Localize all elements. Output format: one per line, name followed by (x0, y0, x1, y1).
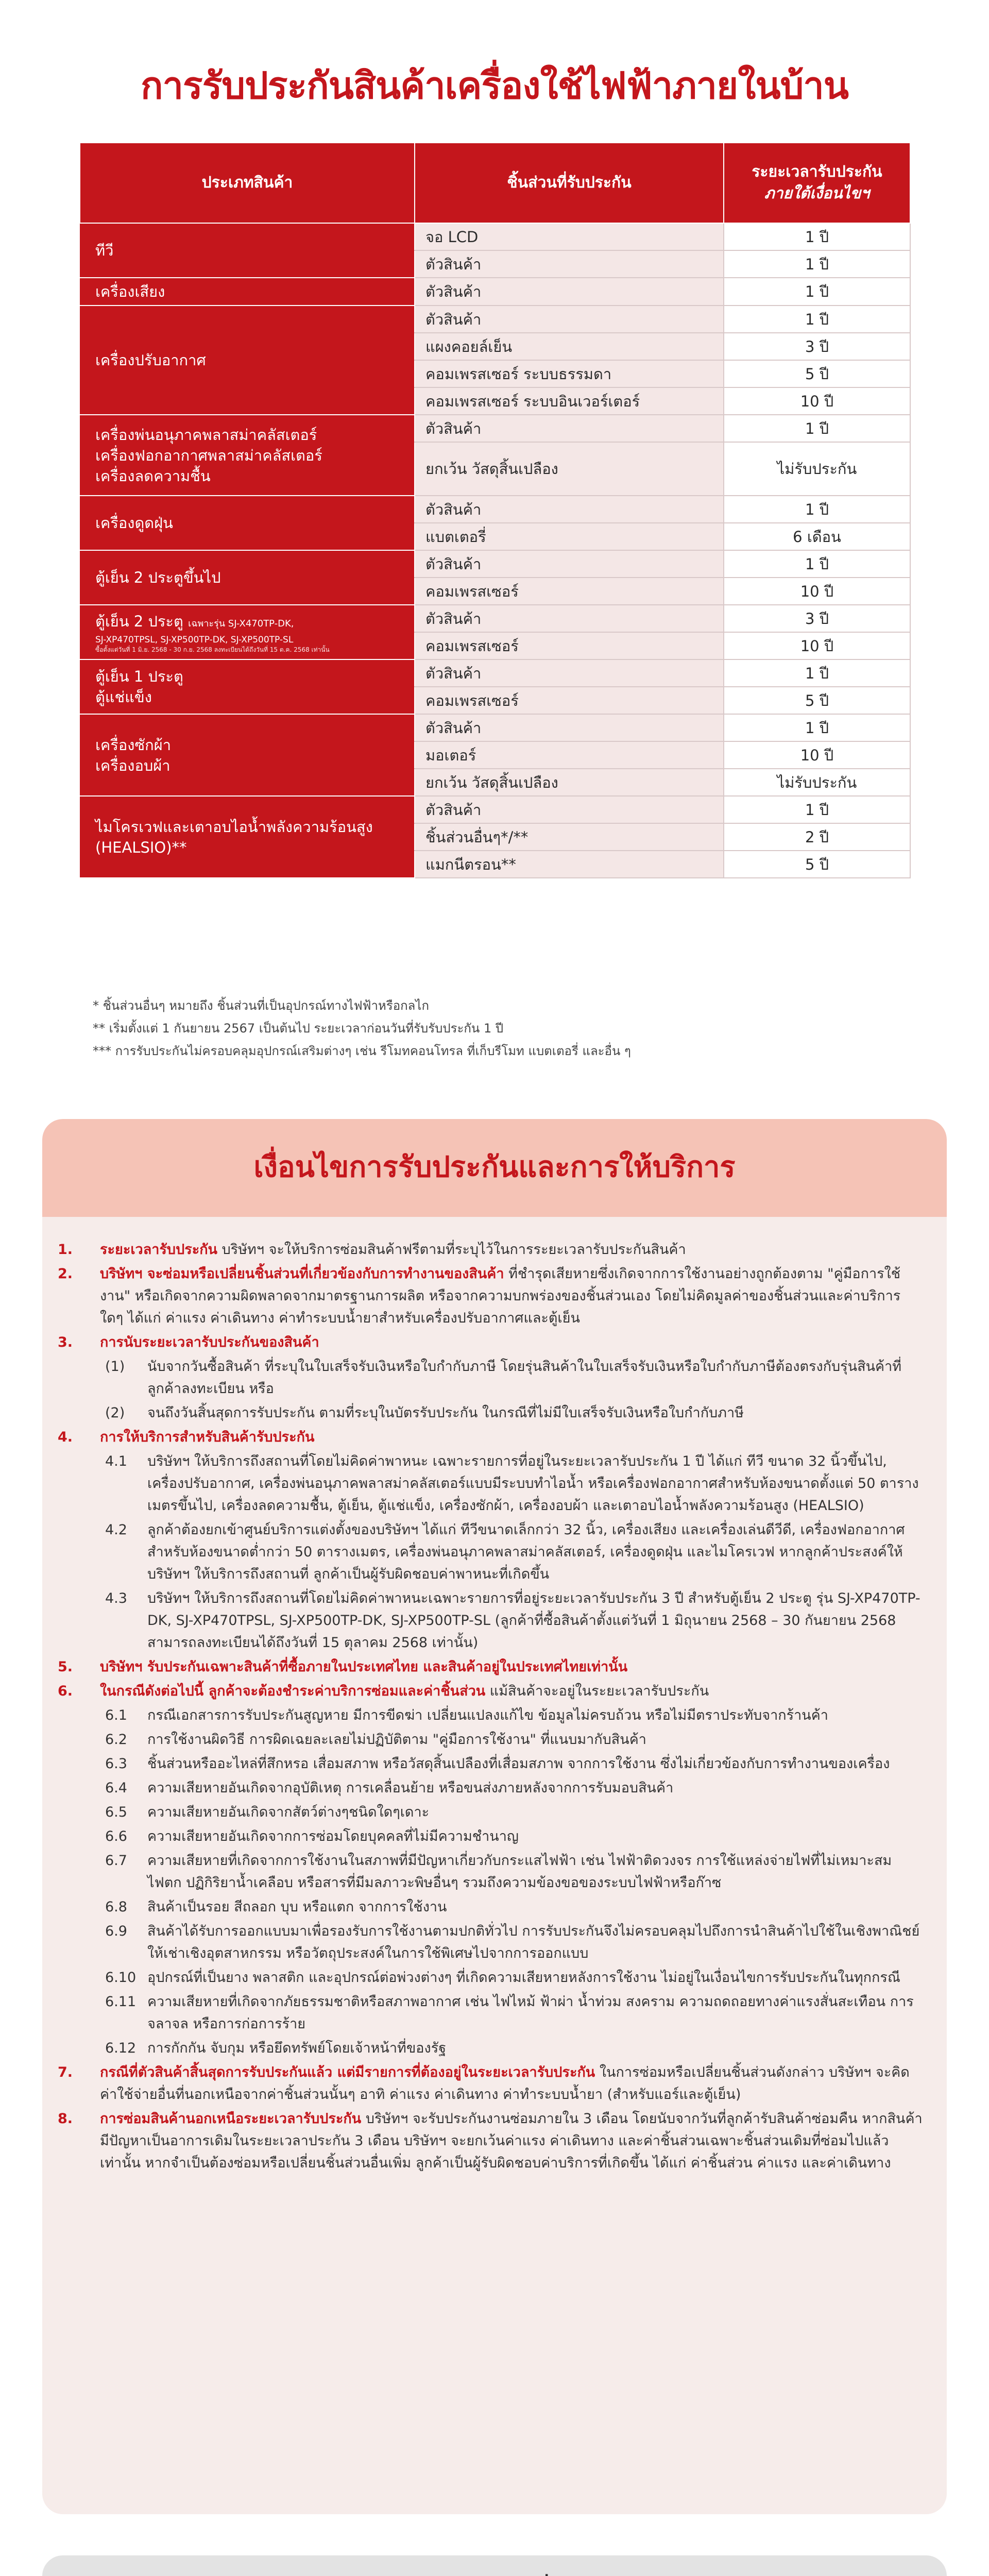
category-cell (80, 659, 415, 714)
category-label-text: เครื่องดูดฝุ่น (95, 514, 173, 532)
condition-text (100, 2061, 923, 2106)
condition-sub-text: ความเสียหายที่เกิดจากการใช้งานในสภาพที่มีปัญหาเกี่ยวกับกระแสไฟฟ้า เช่น ไฟฟ้าติดวงจร การใช้แหล่งจ่ายไฟที่ไม่เหมาะสม ไฟตก ปฏิกิริยาน้ำเคลือบ หรือสารที่มีมลภาวะพิษอื่นๆ รวมถึงความข้องขอของระบบไฟฟ้าหรือก๊าซ (147, 1853, 892, 1891)
condition-number: 5. (58, 1659, 73, 1675)
condition-text (100, 1331, 923, 1353)
condition-sub-text: นับจากวันซื้อสินค้า ที่ระบุในใบเสร็จรับเงินหรือใบกำกับภาษี โดยรุ่นสินค้าในใบเสร็จรับเงินหรือใบกำกับภาษีต้องตรงกับรุ่นสินค้าที่ลูกค้าลงทะเบียน หรือ (147, 1359, 902, 1397)
period-cell: 5 ปี (724, 360, 910, 387)
condition-sub-number: 4.3 (105, 1590, 127, 1606)
condition-body: ที่ชำรุดเสียหายซึ่งเกิดจากการใช้งานอย่างถูกต้องตาม "คู่มือการใช้งาน" หรือเกิดจากความผิดพลาดจากมาตรฐานการผลิต หรือจากความบกพร่องของชิ้นส่วนเอง โดยไม่คิดมูลค่าของชิ้นส่วนและค่าบริการใดๆ ได้แก่ ค่าแรง ค่าเดินทาง ค่าทำระบบน้ำยาสำหรับเครื่องปรับอากาศและตู้เย็น (100, 1266, 901, 1326)
part-cell: ยกเว้น วัสดุสิ้นเปลือง (415, 442, 724, 496)
condition-body: ในการซ่อมหรือเปลี่ยนชิ้นส่วนดังกล่าว บริษัทฯ จะคิดค่าใช้จ่ายอื่นที่นอกเหนือจากค่าชิ้นส่วนนั้นๆ อาทิ ค่าแรง ค่าเดินทาง ค่าทำระบบน้ำยา (สำหรับแอร์และตู้เย็น) (100, 2064, 910, 2103)
condition-sub-item (100, 1587, 923, 1654)
category-label-text: ตู้เย็น 2 ประตู (95, 612, 183, 630)
footnote: * ชิ้นส่วนอื่นๆ หมายถึง ชิ้นส่วนที่เป็นอุปกรณ์ทางไฟฟ้าหรือกลไก (93, 998, 429, 1013)
condition-sub-number: 6.10 (105, 1970, 137, 1986)
part-cell: คอมเพรสเซอร์ (415, 687, 724, 714)
part-cell: ตัวสินค้า (415, 796, 724, 823)
page-title: การรับประกันสินค้าเครื่องใช้ไฟฟ้าภายในบ้าน (141, 64, 848, 107)
period-cell: 3 ปี (724, 605, 910, 632)
condition-sub-item (100, 1728, 923, 1751)
condition-number: 3. (58, 1334, 73, 1350)
category-label (95, 666, 399, 687)
category-cell (80, 796, 415, 878)
condition-sub-number: 6.7 (105, 1853, 127, 1869)
period-cell: 10 ปี (724, 578, 910, 605)
category-label-text: (HEALSIO)** (95, 838, 187, 856)
condition-sub-item (100, 1355, 923, 1400)
condition-sub-number: 4.2 (105, 1522, 127, 1538)
part-cell: ตัวสินค้า (415, 496, 724, 523)
part-cell: แบตเตอรี่ (415, 523, 724, 550)
condition-sub-number: (2) (105, 1405, 125, 1421)
condition-sub-text: ลูกค้าต้องยกเข้าศูนย์บริการแต่งตั้งของบริษัทฯ ได้แก่ ทีวีขนาดเล็กกว่า 32 นิ้ว, เครื่องเสียง และเครื่องเล่นดีวีดี, เครื่องฟอกอากาศ สำหรับห้องขนาดต่ำกว่า 50 ตารางเมตร, เครื่องพ่นอนุภาคพลาสม่าคลัสเตอร์, เครื่องดูดฝุ่น และไมโครเวฟ หากลูกค้าประสงค์ให้บริษัทฯ ให้บริการถึงสถานที่ ลูกค้าเป็นผู้รับผิดชอบค่าพาหนะที่เกิดขึ้น (147, 1522, 905, 1582)
condition-sub-item (100, 2037, 923, 2059)
part-cell: คอมเพรสเซอร์ (415, 632, 724, 659)
category-label (95, 735, 399, 755)
conditions-title: เงื่อนไขการรับประกันและการให้บริการ (253, 1150, 736, 1184)
condition-lead: ในกรณีดังต่อไปนี้ ลูกค้าจะต้องชำระค่าบริการซ่อมและค่าชิ้นส่วน (100, 1683, 486, 1699)
part-cell: ตัวสินค้า (415, 278, 724, 306)
period-cell: 1 ปี (724, 415, 910, 442)
category-label (95, 837, 399, 858)
condition-sub-item (100, 1991, 923, 2035)
period-cell: 3 ปี (724, 333, 910, 360)
period-cell: 1 ปี (724, 714, 910, 741)
table-row (80, 415, 910, 442)
table-row (80, 796, 910, 823)
period-cell: 10 ปี (724, 741, 910, 769)
condition-sub-item (100, 1450, 923, 1517)
condition-text (100, 1656, 923, 1678)
part-cell: ตัวสินค้า (415, 550, 724, 578)
period-cell: 6 เดือน (724, 523, 910, 550)
condition-body: บริษัทฯ จะรับประกันงานซ่อมภายใน 3 เดือน โดยนับจากวันที่ลูกค้ารับสินค้าซ่อมคืน หากสินค้ามีปัญหาเป็นอาการเดิมในระยะเวลาประกัน 3 เดือน บริษัทฯ จะยกเว้นค่าแรง ค่าเดินทาง และค่าชิ้นส่วนเฉพาะชิ้นส่วนเดิมที่ซ่อมไปแล้วเท่านั้น หากจำเป็นต้องซ่อมหรือเปลี่ยนชิ้นส่วนอื่นเพิ่ม ลูกค้าเป็นผู้รับผิดชอบค่าบริการที่เกิดขึ้น ได้แก่ ค่าชิ้นส่วน ค่าแรง และค่าเดินทาง (100, 2111, 923, 2171)
period-cell: 1 ปี (724, 496, 910, 523)
category-label-text: เครื่องปรับอากาศ (95, 351, 206, 369)
condition-item (58, 1426, 923, 1654)
condition-item (58, 1331, 923, 1424)
condition-number: 2. (58, 1266, 73, 1282)
category-label (95, 240, 399, 261)
period-cell: 10 ปี (724, 632, 910, 659)
period-cell: 2 ปี (724, 823, 910, 851)
period-cell: 1 ปี (724, 278, 910, 306)
footnote: ** เริ่มตั้งแต่ 1 กันยายน 2567 เป็นต้นไป ระยะเวลาก่อนวันที่รับรับประกัน 1 ปี (93, 1021, 504, 1036)
condition-body: บริษัทฯ จะให้บริการซ่อมสินค้าฟรีตามที่ระบุไว้ในการระยะเวลารับประกันสินค้า (217, 1242, 686, 1258)
part-cell: มอเตอร์ (415, 741, 724, 769)
category-cell (80, 278, 415, 306)
category-label (95, 425, 399, 445)
condition-sub-text: อุปกรณ์ที่เป็นยาง พลาสติก และอุปกรณ์ต่อพ่วงต่างๆ ที่เกิดความเสียหายหลังการใช้งาน ไม่อยู่ในเงื่อนไขการรับประกันในทุกกรณี (147, 1970, 900, 1986)
table-row (80, 278, 910, 306)
condition-sub-number: 4.1 (105, 1453, 127, 1469)
category-label-text: เครื่องพ่นอนุภาคพลาสม่าคลัสเตอร์ (95, 426, 317, 444)
category-label (95, 350, 399, 370)
condition-sub-number: 6.8 (105, 1899, 127, 1915)
category-cell (80, 550, 415, 605)
part-cell: แมกนีตรอน** (415, 851, 724, 878)
condition-text (100, 2108, 923, 2174)
warranty-table-body (80, 223, 910, 878)
condition-sub-number: 6.4 (105, 1780, 127, 1796)
category-model-list: SJ-XP470TPSL, SJ-XP500TP-DK, SJ-XP500TP-SL (95, 634, 294, 645)
category-label (95, 687, 399, 707)
category-label-text: ทีวี (95, 242, 114, 259)
table-row (80, 306, 910, 333)
condition-sub-text: ความเสียหายอันเกิดจากสัตว์ต่างๆชนิดใดๆเดาะ (147, 1804, 430, 1820)
period-cell: 10 ปี (724, 387, 910, 415)
category-label (95, 611, 399, 634)
category-label-text: ตู้เย็น 2 ประตูขึ้นไป (95, 569, 221, 586)
condition-sub-text: ความเสียหายที่เกิดจากภัยธรรมชาติหรือสภาพอากาศ เช่น ไฟไหม้ ฟ้าผ่า น้ำท่วม สงคราม ความถดถอยทางค่าแรงสั่นสะเทือน การจลาจล หรือการก่อการร้าย (147, 1994, 914, 2032)
table-row (80, 223, 910, 250)
header-period (724, 143, 910, 223)
category-label-text: เครื่องฟอกอากาศพลาสม่าคลัสเตอร์ (95, 446, 322, 464)
condition-sub-number: 6.1 (105, 1707, 127, 1723)
part-cell: ตัวสินค้า (415, 250, 724, 278)
condition-sub-item (100, 1825, 923, 1848)
category-label-text: ตู้แช่แข็ง (95, 688, 152, 706)
header-period-line1: ระยะเวลารับประกัน (752, 163, 882, 181)
condition-sub-item (100, 1753, 923, 1775)
category-label-text: เครื่องลดความชื้น (95, 467, 211, 485)
category-label-text: เครื่องเสียง (95, 283, 165, 300)
condition-sub-number: 6.9 (105, 1923, 127, 1939)
footnote: *** การรับประกันไม่ครอบคลุมอุปกรณ์เสริมต่างๆ เช่น รีโมทคอนโทรล ที่เก็บรีโมท แบตเตอรี่ และอื่น ๆ (93, 1044, 631, 1058)
period-cell: 1 ปี (724, 550, 910, 578)
part-cell: คอมเพรสเซอร์ (415, 578, 724, 605)
condition-sub-number: 6.2 (105, 1732, 127, 1748)
condition-number: 8. (58, 2111, 73, 2127)
category-label (95, 281, 399, 302)
category-cell (80, 496, 415, 550)
condition-lead: ระยะเวลารับประกัน (100, 1242, 218, 1258)
header-period-line2: ภายใต้เงื่อนไขฯ (764, 184, 870, 202)
condition-sub-item (100, 1850, 923, 1894)
condition-sub-text: ความเสียหายอันเกิดจากการซ่อมโดยบุคคลที่ไม่มีความชำนาญ (147, 1828, 519, 1844)
condition-number: 6. (58, 1683, 73, 1699)
condition-sub-number: 6.11 (105, 1994, 137, 2010)
condition-body: แม้สินค้าจะอยู่ในระยะเวลารับประกัน (485, 1683, 709, 1699)
part-cell: คอมเพรสเซอร์ ระบบอินเวอร์เตอร์ (415, 387, 724, 415)
part-cell: ตัวสินค้า (415, 605, 724, 632)
period-cell: ไม่รับประกัน (724, 769, 910, 796)
period-cell: 5 ปี (724, 687, 910, 714)
category-label (95, 567, 399, 588)
condition-sub-text: สินค้าเป็นรอย สีถลอก บุบ หรือแตก จากการใช้งาน (147, 1899, 447, 1915)
category-label-text: ตู้เย็น 1 ประตู (95, 668, 183, 685)
condition-lead: บริษัทฯ รับประกันเฉพาะสินค้าที่ซื้อภายในประเทศไทย และสินค้าอยู่ในประเทศไทยเท่านั้น (100, 1659, 628, 1675)
condition-sub-text: บริษัทฯ ให้บริการถึงสถานที่โดยไม่คิดค่าพาหนะเฉพาะรายการที่อยู่ระยะเวลารับประกัน 3 ปี สำหรับตู้เย็น 2 ประตู รุ่น SJ-XP470TP-DK, SJ-XP470TPSL, SJ-XP500TP-DK, SJ-XP500TP-SL (ลูกค้าที่ซื้อสินค้าตั้งแต่วันที่ 1 มิถุนายน 2568 – 30 กันยายน 2568 สามารถลงทะเบียนได้ถึงวันที่ 15 ตุลาคม 2568 เท่านั้น) (147, 1590, 920, 1651)
condition-item (58, 2108, 923, 2174)
condition-sub-number: (1) (105, 1359, 125, 1375)
condition-text (100, 1680, 923, 1702)
conditions-panel (42, 1119, 947, 2514)
category-label (95, 817, 399, 837)
condition-sub-text: จนถึงวันสิ้นสุดการรับประกัน ตามที่ระบุในบัตรรับประกัน ในกรณีที่ไม่มีใบเสร็จรับเงินหรือใบกำกับภาษี (147, 1405, 744, 1421)
period-cell: 5 ปี (724, 851, 910, 878)
category-date-note: ซื้อตั้งแต่วันที่ 1 มิ.ย. 2568 - 30 ก.ย. 2568 ลงทะเบียนได้ถึงวันที่ 15 ต.ค. 2568 เท่านั้น (95, 646, 330, 653)
table-row (80, 496, 910, 523)
category-label (95, 445, 399, 466)
condition-sub-item (100, 1801, 923, 1823)
category-label-text: เครื่องอบผ้า (95, 756, 170, 774)
condition-sub-text: สินค้าได้รับการออกแบบมาเพื่อรองรับการใช้งานตามปกติทั่วไป การรับประกันจึงไม่ครอบคลุมไปถึงการนำสินค้าไปใช้ในเชิงพาณิชย์ ให้เช่าเชิงอุตสาหกรรม หรือวัตถุประสงค์ในการใช้พิเศษไปจากการออกแบบ (147, 1923, 920, 1961)
condition-sub-item (100, 1519, 923, 1585)
category-label-text: เครื่องซักผ้า (95, 736, 171, 754)
condition-lead: การให้บริการสำหรับสินค้ารับประกัน (100, 1429, 315, 1445)
category-cell (80, 605, 415, 659)
condition-item (58, 1680, 923, 2059)
part-cell: ชิ้นส่วนอื่นๆ*/** (415, 823, 724, 851)
category-cell (80, 415, 415, 496)
period-cell: 1 ปี (724, 250, 910, 278)
part-cell: จอ LCD (415, 223, 724, 250)
category-label (95, 755, 399, 776)
table-row (80, 659, 910, 687)
period-cell: ไม่รับประกัน (724, 442, 910, 496)
table-footnotes (93, 994, 917, 1062)
period-cell: 1 ปี (724, 223, 910, 250)
condition-sub-text: การกักกัน จับกุม หรือยึดทรัพย์โดยเจ้าหน้าที่ของรัฐ (147, 2040, 447, 2056)
condition-sub-number: 6.12 (105, 2040, 137, 2056)
part-cell: ตัวสินค้า (415, 415, 724, 442)
header-category: ประเภทสินค้า (80, 143, 415, 223)
header-parts: ชิ้นส่วนที่รับประกัน (415, 143, 724, 223)
condition-item (58, 2061, 923, 2106)
condition-sub-number: 6.3 (105, 1756, 127, 1772)
contact-box (42, 2555, 947, 2576)
category-label (95, 513, 399, 533)
condition-sub-text: การใช้งานผิดวิธี การผิดเฉยละเลยไม่ปฏิบัติตาม "คู่มือการใช้งาน" ที่แนบมากับสินค้า (147, 1732, 646, 1748)
part-cell: ตัวสินค้า (415, 659, 724, 687)
category-label (95, 466, 399, 486)
warranty-table (79, 142, 911, 878)
condition-sub-number: 6.5 (105, 1804, 127, 1820)
part-cell: คอมเพรสเซอร์ ระบบธรรมดา (415, 360, 724, 387)
condition-number: 7. (58, 2064, 73, 2080)
condition-sub-item (100, 1704, 923, 1726)
condition-sub-text: กรณีเอกสารการรับประกันสูญหาย มีการขีดฆ่า เปลี่ยนแปลงแก้ไข ข้อมูลไม่ครบถ้วน หรือไม่มีตราประทับจากร้านค้า (147, 1707, 828, 1723)
category-model-note: เฉพาะรุ่น SJ-X470TP-DK, (188, 618, 294, 629)
part-cell: แผงคอยล์เย็น (415, 333, 724, 360)
condition-sub-text: ความเสียหายอันเกิดจากอุบัติเหตุ การเคลื่อนย้าย หรือขนส่งภายหลังจากการรับมอบสินค้า (147, 1780, 674, 1796)
condition-sub-text: บริษัทฯ ให้บริการถึงสถานที่โดยไม่คิดค่าพาหนะ เฉพาะรายการที่อยู่ในระยะเวลารับประกัน 1 ปี ได้แก่ ทีวี ขนาด 32 นิ้วขึ้นไป, เครื่องปรับอากาศ, เครื่องพ่นอนุภาคพลาสม่าคลัสเตอร์แบบมีระบบทำไอน้ำ หรือเครื่องฟอกอากาศสำหรับห้องขนาดตั้งแต่ 50 ตารางเมตรขึ้นไป, เครื่องลดความชื้น, ตู้เย็น, ตู้แช่แข็ง, เครื่องซักผ้า, เครื่องอบผ้า และเตาอบไอน้ำพลังความร้อนสูง (HEALSIO) (147, 1453, 919, 1514)
condition-lead: บริษัทฯ จะซ่อมหรือเปลี่ยนชิ้นส่วนที่เกี่ยวข้องกับการทำงานของสินค้า (100, 1266, 504, 1282)
category-cell (80, 714, 415, 796)
period-cell: 1 ปี (724, 306, 910, 333)
period-cell: 1 ปี (724, 659, 910, 687)
condition-lead: การนับระยะเวลารับประกันของสินค้า (100, 1334, 319, 1350)
condition-sub-item (100, 1402, 923, 1424)
condition-item (58, 1263, 923, 1329)
category-cell (80, 306, 415, 415)
table-row (80, 714, 910, 741)
condition-sub-number: 6.6 (105, 1828, 127, 1844)
condition-number: 1. (58, 1242, 73, 1258)
condition-sub-item (100, 1967, 923, 1989)
period-cell: 1 ปี (724, 796, 910, 823)
warranty-table-header (80, 143, 910, 223)
condition-sub-item (100, 1896, 923, 1918)
condition-text (100, 1426, 923, 1448)
condition-sub-text: ชิ้นส่วนหรืออะไหล่ที่สึกหรอ เสื่อมสภาพ หรือวัสดุสิ้นเปลืองที่เสื่อมสภาพ จากการใช้งาน ซึ่งไม่เกี่ยวข้องกับการทำงานของเครื่อง (147, 1756, 890, 1772)
condition-number: 4. (58, 1429, 73, 1445)
condition-item (58, 1656, 923, 1678)
part-cell: ยกเว้น วัสดุสิ้นเปลือง (415, 769, 724, 796)
condition-sub-item (100, 1777, 923, 1799)
part-cell: ตัวสินค้า (415, 306, 724, 333)
condition-lead: การซ่อมสินค้านอกเหนือระยะเวลารับประกัน (100, 2111, 362, 2127)
category-label-text: ไมโครเวฟและเตาอบไอน้ำพลังความร้อนสูง (95, 818, 373, 836)
condition-lead: กรณีที่ตัวสินค้าสิ้นสุดการรับประกันแล้ว แต่มีรายการที่ต้องอยู่ในระยะเวลารับประกัน (100, 2064, 595, 2080)
part-cell: ตัวสินค้า (415, 714, 724, 741)
conditions-list (58, 1239, 923, 2176)
category-cell (80, 223, 415, 278)
table-row (80, 605, 910, 632)
table-row (80, 550, 910, 578)
condition-text (100, 1239, 923, 1261)
condition-sub-item (100, 1920, 923, 1964)
condition-item (58, 1239, 923, 1261)
condition-text (100, 1263, 923, 1329)
